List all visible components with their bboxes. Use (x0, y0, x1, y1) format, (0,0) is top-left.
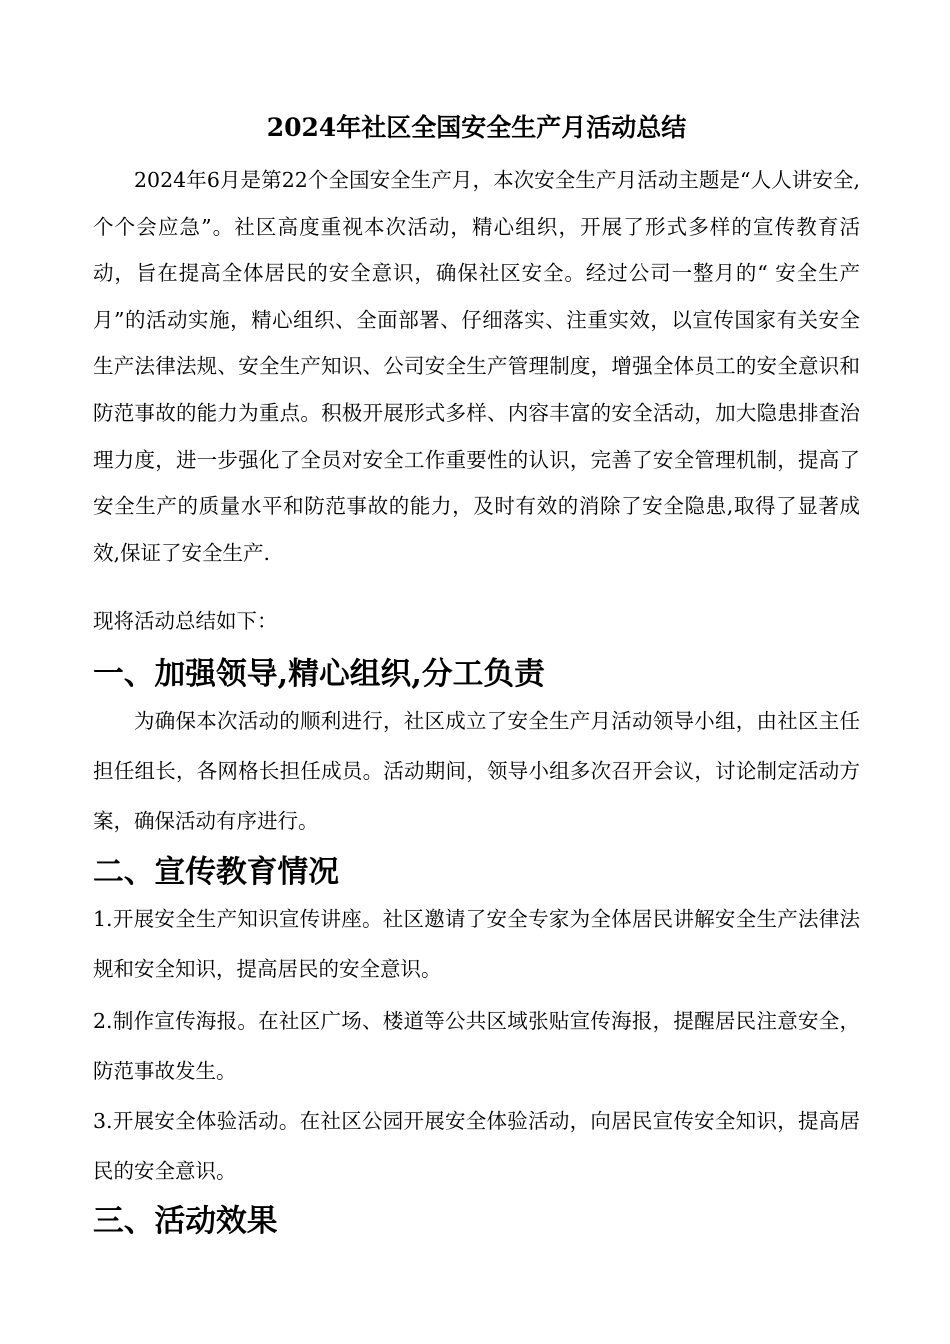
document-title: 2024年社区全国安全生产月活动总结 (266, 113, 687, 142)
intro-summary-line: 现将活动总结如下： (93, 609, 278, 633)
education-item-poster: 2.制作宣传海报。在社区广场、楼道等公共区域张贴宣传海报，提醒居民注意安全，防范事故发生。 (93, 1009, 860, 1083)
education-item-lecture: 1.开展安全生产知识宣传讲座。社区邀请了安全专家为全体居民讲解安全生产法律法规和安全知识，提高居民的安全意识。 (93, 907, 860, 981)
leadership-paragraph: 为确保本次活动的顺利进行，社区成立了安全生产月活动领导小组，由社区主任担任组长，各网格长担任成员。活动期间，领导小组多次召开会议，讨论制定活动方案，确保活动有序进行。 (93, 709, 860, 833)
education-item-experience: 3.开展安全体验活动。在社区公园开展安全体验活动，向居民宣传安全知识，提高居民的安全意识。 (93, 1109, 860, 1183)
section-heading-leadership: 一、加强领导,精心组织,分工负责 (93, 656, 545, 692)
intro-paragraph: 2024年6月是第22个全国安全生产月，本次安全生产月活动主题是“人人讲安全,个个会应急”。社区高度重视本次活动，精心组织，开展了形式多样的宣传教育活动，旨在提高全体居民的安全意识，确保社区安全。经过公司一整月的“ 安全生产月”的活动实施，精心组织、全面部署、仔细落实、注重实效，以宣传国家有关安全生产法律法规、安全生产知识、公司安全生产管理制度，增强全体员工的安全意识和防范事故的能力为重点。积极开展形式多样、内容丰富的安全活动，加大隐患排查治理力度，进一步强化了全员对安全工作重要性的认识，完善了安全管理机制，提高了安全生产的质量水平和防范事故的能力，及时有效的消除了安全隐患,取得了显著成效,保证了安全生产. (93, 168, 860, 565)
section-heading-education: 二、宣传教育情况 (93, 854, 340, 890)
section-heading-results: 三、活动效果 (93, 1203, 278, 1239)
